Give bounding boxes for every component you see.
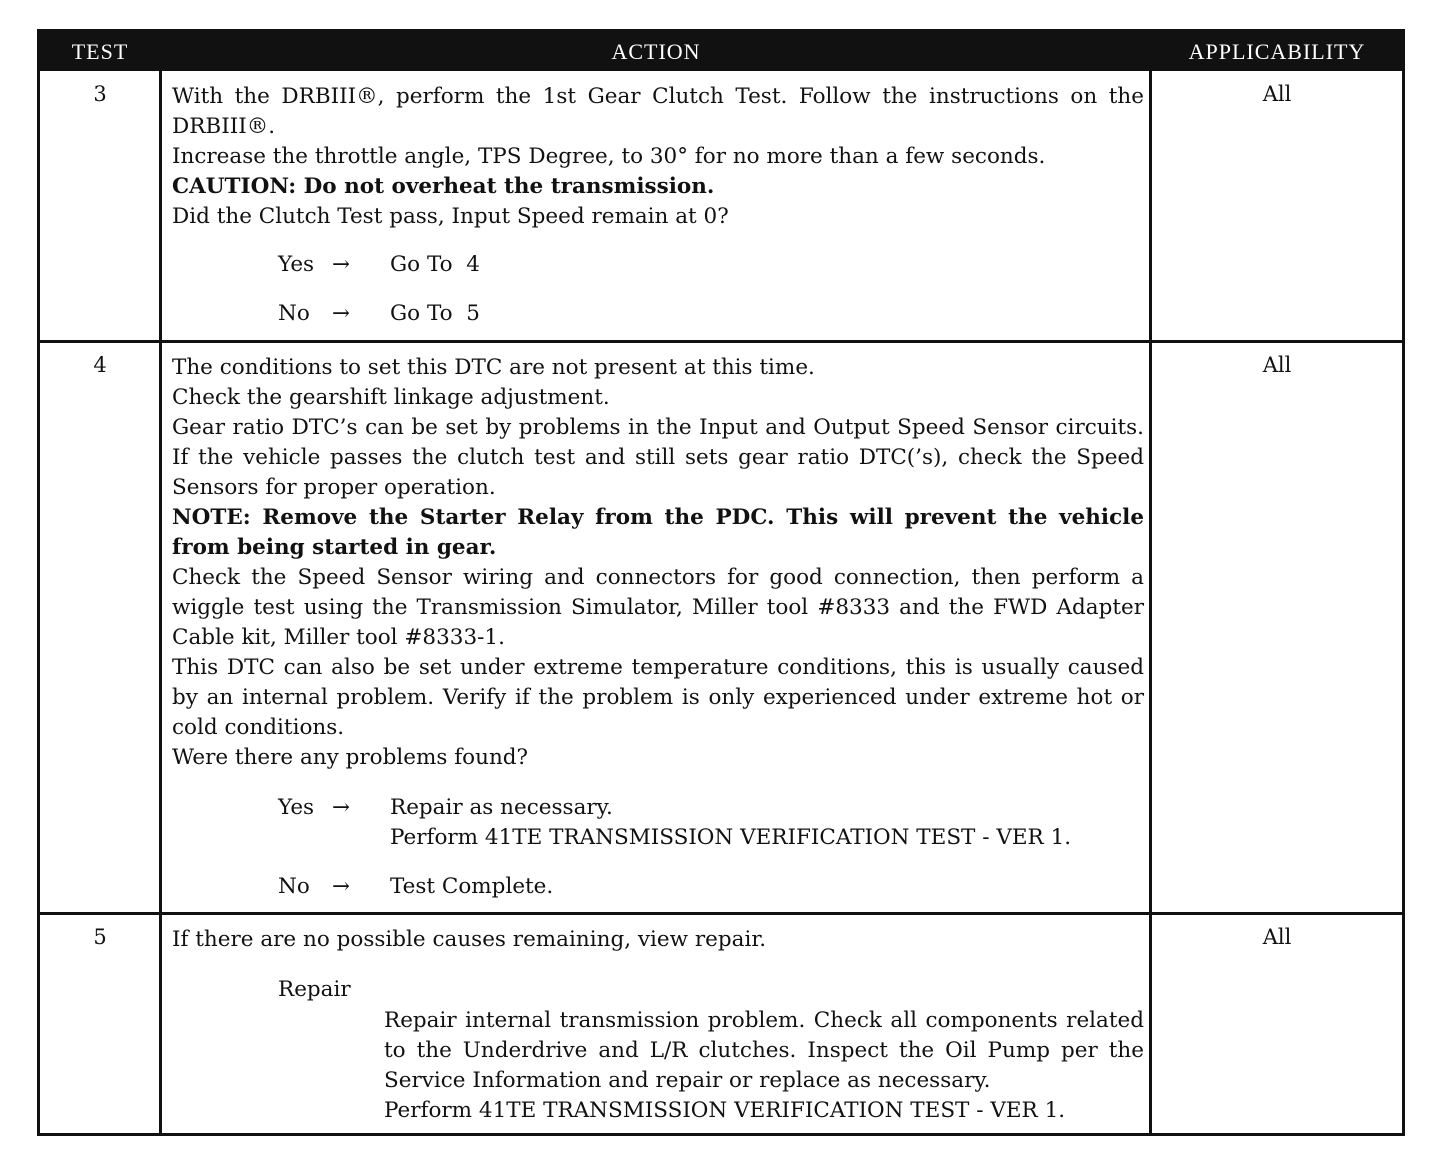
action-text: If there are no possible causes remaining, view repair. [172,927,767,952]
response-label: No [278,874,310,899]
arrow-icon: → [332,795,351,820]
repair-text: Repair internal transmission problem. Check all components related to the Underdrive and L/R clutches. Inspect the Oil Pump per the Service Information and repair or replace as necessary. [384,1008,1144,1093]
action-text: Check the gearshift linkage adjustment. [172,385,610,410]
response-text: Perform 41TE TRANSMISSION VERIFICATION TEST - VER 1. [390,825,1072,850]
response-label: Yes [278,252,315,277]
response-label: Yes [278,795,315,820]
response-text: Test Complete. [390,874,554,899]
action-cell [172,353,1144,902]
action-text: Check the Speed Sensor wiring and connectors for good connection, then perform a wiggle test using the Transmission Simulator, Miller tool #8333 and the FWD Adapter Cable kit, Miller tool #8333-1. [172,565,1144,650]
header-applicability: APPLICABILITY [1188,39,1366,64]
repair-label: Repair [278,977,351,1002]
repair-text: Perform 41TE TRANSMISSION VERIFICATION TEST - VER 1. [384,1098,1066,1123]
action-text: With the DRBIII®, perform the 1st Gear Clutch Test. Follow the instructions on the DRBIII®. [172,84,1144,139]
response-no [278,299,1144,329]
column-divider [159,71,162,1133]
table-header [40,32,1402,71]
question-text: Did the Clutch Test pass, Input Speed remain at 0? [172,204,729,229]
action-cell [172,925,1144,1126]
question-text: Were there any problems found? [172,745,529,770]
arrow-icon: → [332,252,351,277]
test-number: 5 [93,925,107,949]
applicability-value: All [1262,925,1292,949]
response-text: Repair as necessary. [390,795,613,820]
header-test: TEST [71,39,129,64]
test-number: 4 [93,353,107,377]
diagnostic-table [37,29,1405,1136]
response-no [278,872,1144,902]
test-number: 3 [93,82,107,106]
header-action: ACTION [611,39,701,64]
arrow-icon: → [332,301,351,326]
response-label: No [278,301,310,326]
response-yes [278,250,1144,280]
column-divider [1149,71,1152,1133]
caution-text: CAUTION: Do not overheat the transmission. [172,174,715,199]
action-text: This DTC can also be set under extreme temperature conditions, this is usually caused by an internal problem. Verify if the problem is only experienced under extreme hot or cold conditions. [172,655,1144,740]
applicability-value: All [1262,82,1292,106]
arrow-icon: → [332,874,351,899]
row-divider [40,340,1402,343]
response-text-group [390,793,1071,853]
action-text: The conditions to set this DTC are not present at this time. [172,355,815,380]
action-text: Increase the throttle angle, TPS Degree, to 30° for no more than a few seconds. [172,144,1046,169]
response-yes [278,793,1144,853]
action-text: Gear ratio DTC’s can be set by problems in the Input and Output Speed Sensor circuits. If the vehicle passes the clutch test and still sets gear ratio DTC(’s), check the Speed Sensors for proper operation. [172,415,1144,500]
row-divider [40,912,1402,915]
applicability-value: All [1262,353,1292,377]
response-text: Go To 5 [390,301,480,326]
note-text: NOTE: Remove the Starter Relay from the PDC. This will prevent the vehicle from being started in gear. [172,505,1144,560]
response-text: Go To 4 [390,252,480,277]
action-cell [172,82,1144,329]
